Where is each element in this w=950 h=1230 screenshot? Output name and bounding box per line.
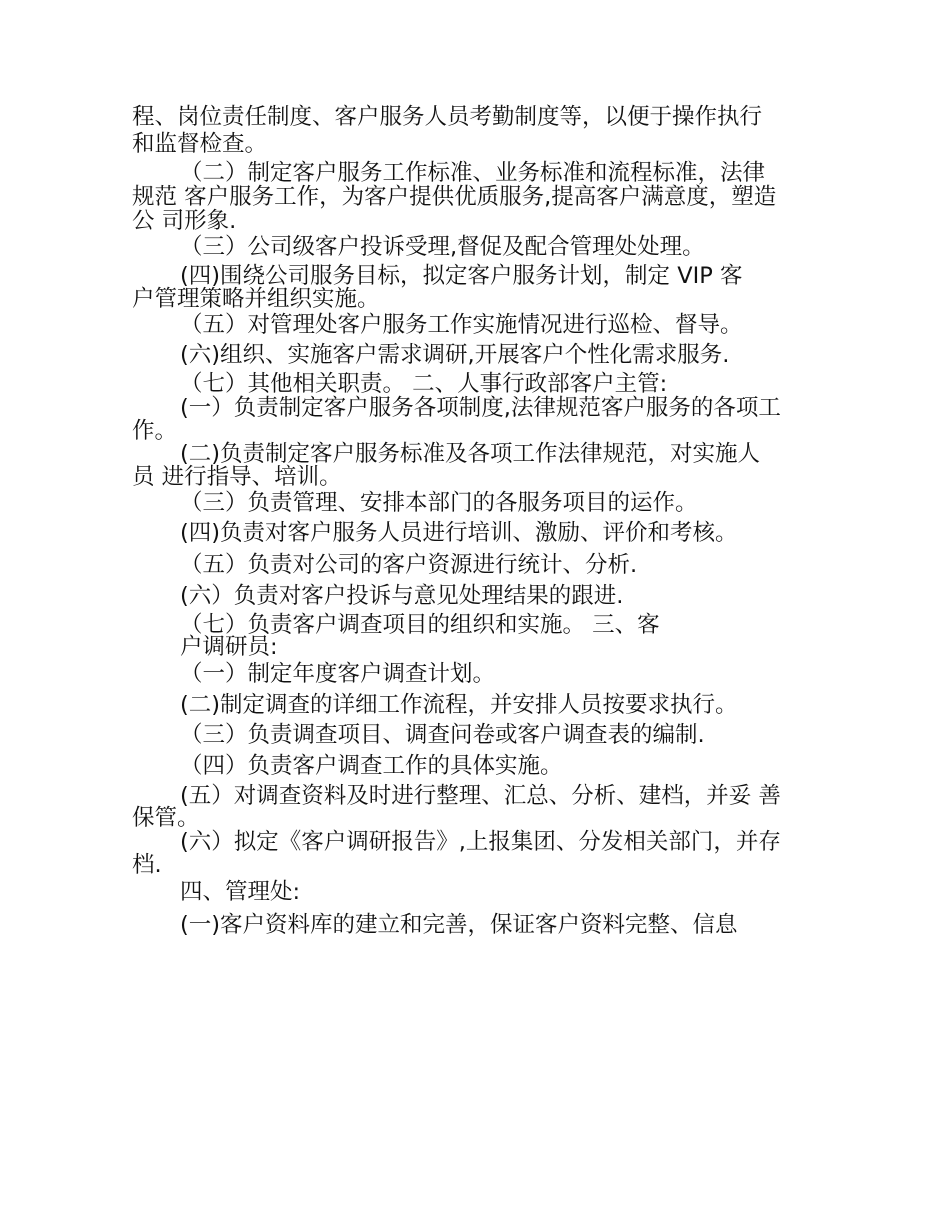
text-line: 档.: [132, 852, 162, 878]
text-line: 四、管理处:: [180, 879, 301, 905]
text-line: （七）负责客户调查项目的组织和实施。 三、客: [180, 612, 660, 638]
text-line: 程、岗位责任制度、客户服务人员考勤制度等，以便于操作执行: [132, 104, 763, 130]
text-line: （三）负责调查项目、调查问卷或客户调查表的编制.: [180, 722, 705, 748]
text-line: （五）对管理处客户服务工作实施情况进行巡检、督导。: [180, 312, 743, 338]
text-line: (一)客户资料库的建立和完善，保证客户资料完整、信息: [180, 912, 738, 938]
text-line: (四)负责对客户服务人员进行培训、激励、评价和考核。: [180, 520, 738, 546]
text-line: 和监督检查。: [132, 131, 268, 157]
text-line: (二)制定调查的详细工作流程，并安排人员按要求执行。: [180, 692, 738, 718]
text-line: (二)负责制定客户服务标准及各项工作法律规范，对实施人: [180, 441, 761, 467]
text-line: (六）拟定《客户调研报告》,上报集团、分发相关部门，并存: [180, 829, 781, 855]
text-line: （一）制定年度客户调查计划。: [180, 661, 496, 687]
text-line: (六)组织、实施客户需求调研,开展客户个性化需求服务.: [180, 342, 730, 368]
text-line: （五）负责对公司的客户资源进行统计、分析.: [180, 552, 638, 578]
text-line: (四)围绕公司服务目标，拟定客户服务计划，制定 VIP 客: [180, 263, 743, 289]
text-line: 作。: [132, 418, 178, 444]
text-line: （七）其他相关职责。 二、人事行政部客户主管:: [180, 371, 668, 397]
text-line: 户管理策略并组织实施。: [132, 286, 380, 312]
text-line: (六）负责对客户投诉与意见处理结果的跟进.: [180, 583, 624, 609]
text-line: 保管。: [132, 805, 200, 831]
text-line: (一）负责制定客户服务各项制度,法律规范客户服务的各项工: [180, 395, 781, 421]
text-line: 公 司形象.: [132, 208, 237, 234]
text-line: （三）公司级客户投诉受理,督促及配合管理处处理。: [180, 234, 705, 260]
text-line: （四）负责客户调查工作的具体实施。: [180, 753, 563, 779]
text-line: (五）对调查资料及时进行整理、汇总、分析、建档，并妥 善: [180, 783, 781, 809]
text-line: （三）负责管理、安排本部门的各服务项目的运作。: [180, 490, 698, 516]
text-line: 规范 客户服务工作，为客户提供优质服务,提高客户满意度，塑造: [132, 184, 777, 210]
text-line: 员 进行指导、培训。: [132, 464, 342, 490]
text-line: 户调研员:: [180, 634, 278, 660]
text-line: （二）制定客户服务工作标准、业务标准和流程标准，法律: [180, 160, 766, 186]
